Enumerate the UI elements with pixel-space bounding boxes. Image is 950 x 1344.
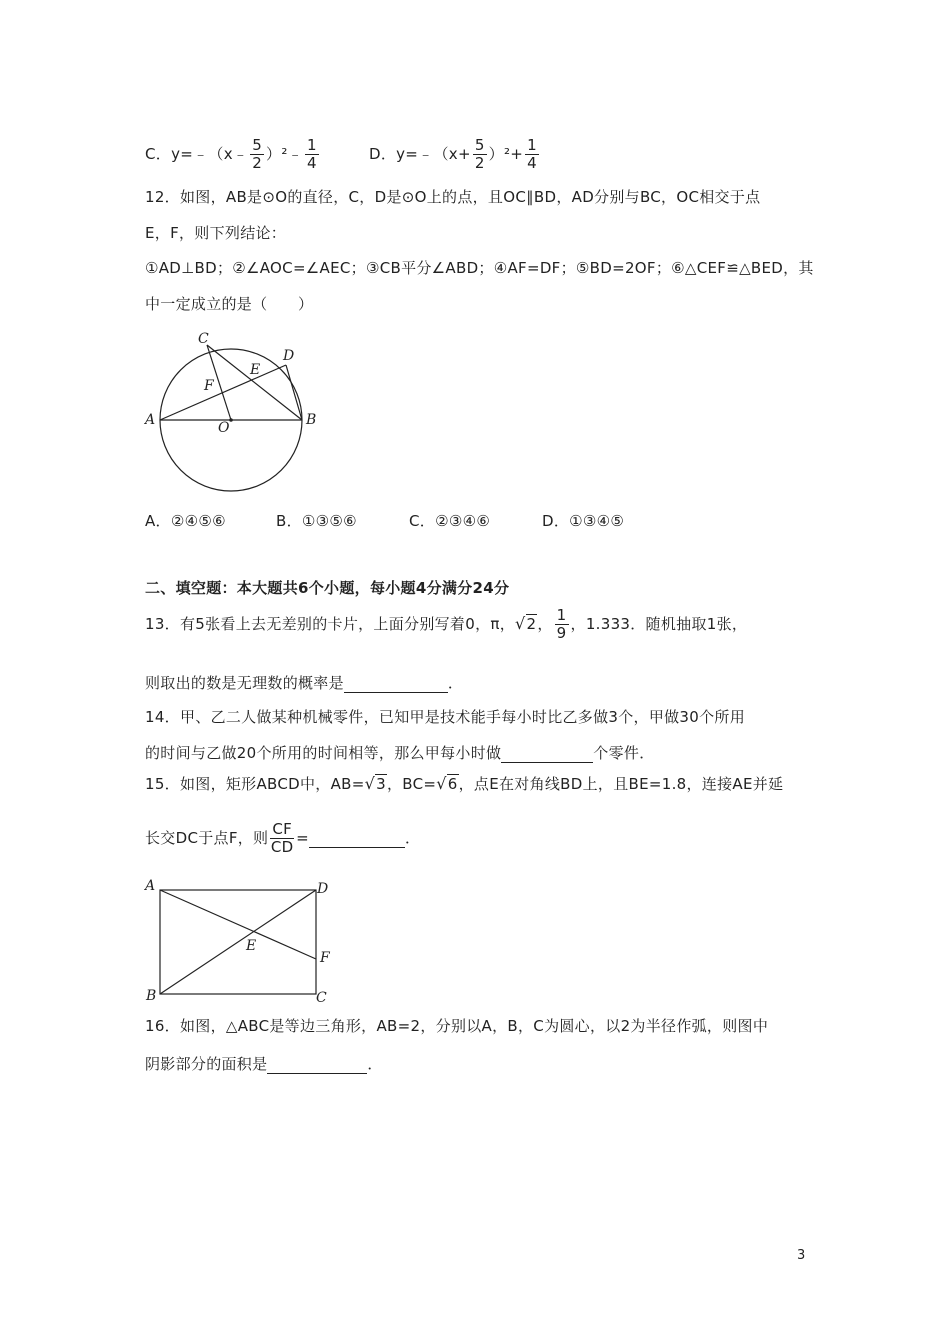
fig12-label-f: F: [204, 378, 214, 394]
q11-d-label: D．y=﹣（x+: [368, 145, 471, 163]
fig12-label-c: C: [198, 331, 209, 347]
q12-option-d: D．①③④⑤: [542, 512, 625, 530]
q12-circle-figure: [140, 328, 320, 493]
q11-option-c: [145, 138, 541, 171]
q15-line-2: 长交DC于点F，则 $\frac{CF}{CD}$ = ．: [145, 820, 421, 856]
q11-c-mid: ）²﹣: [266, 145, 303, 163]
fig12-label-e: E: [250, 362, 261, 378]
fig15-label-b: B: [146, 988, 157, 1004]
q13-answer-blank[interactable]: [344, 674, 448, 693]
q15-rectangle-figure: [140, 876, 340, 1006]
q11-c-label: C．y=﹣（x﹣: [145, 145, 249, 163]
fig15-label-d: D: [317, 881, 329, 897]
fig12-label-o: O: [218, 420, 230, 436]
q11-c-fraction-2: $\frac{1}{4}$: [306, 136, 317, 172]
q12-line-3: ①AD⊥BD；②∠AOC=∠AEC；③CB平分∠ABD；④AF=DF；⑤BD=2OF；⑥△CEF≌△BED，其: [145, 259, 814, 277]
q12-line-4: 中一定成立的是（ ）: [145, 295, 314, 313]
q15-line-1: 15．如图，矩形ABCD中，AB=√3，BC=√6，点E在对角线BD上，且BE=1.8，连接AE并延: [145, 774, 784, 793]
q11-d-fraction-1: $\frac{5}{2}$: [474, 136, 485, 172]
q13-line-2: 则取出的数是无理数的概率是 ．: [145, 674, 464, 692]
q12-option-a: A．②④⑤⑥: [145, 512, 226, 530]
q12-line-2: E，F，则下列结论：: [145, 224, 287, 242]
fig12-label-a: A: [145, 412, 156, 428]
fig12-label-d: D: [283, 348, 295, 364]
q14-line-1: 14．甲、乙二人做某种机械零件，已知甲是技术能手每小时比乙多做3个，甲做30个所用: [145, 708, 746, 726]
q12-options: [145, 510, 624, 531]
q15-sqrt-bc: √6: [436, 774, 458, 793]
q16-line-1: 16．如图，△ABC是等边三角形，AB=2，分别以A，B，C为圆心，以2为半径作弧，则图中: [145, 1017, 769, 1035]
q12-option-c: C．②③④⑥: [409, 512, 491, 530]
q11-c-fraction-1: $\frac{5}{2}$: [252, 136, 263, 172]
q13-line-1: 13．有5张看上去无差别的卡片，上面分别写着0，π，√2， $\frac{1}{9}$ ，1.333．随机抽取1张，: [145, 606, 748, 642]
fig15-label-c: C: [316, 990, 327, 1006]
fig15-label-e: E: [246, 938, 257, 954]
q16-line-2: 阴影部分的面积是 ．: [145, 1055, 383, 1073]
q14-line-2: 的时间与乙做20个所用的时间相等，那么甲每小时做 个零件．: [145, 744, 655, 762]
q16-answer-blank[interactable]: [267, 1055, 367, 1074]
q15-fraction: $\frac{CF}{CD}$: [270, 820, 294, 856]
q13-fraction: $\frac{1}{9}$: [556, 606, 567, 642]
fig12-label-b: B: [306, 412, 317, 428]
q11-d-mid: ）²+: [488, 145, 524, 163]
page-number: 3: [797, 1248, 806, 1263]
q15-sqrt-ab: √3: [364, 774, 386, 793]
q11-d-fraction-2: $\frac{1}{4}$: [527, 136, 537, 172]
q13-sqrt: √2: [515, 614, 537, 633]
section-2-heading: 二、填空题：本大题共6个小题，每小题4分满分24分: [145, 579, 510, 597]
q12-option-b: B．①③⑤⑥: [276, 512, 357, 530]
q15-answer-blank[interactable]: [309, 829, 405, 848]
fig15-label-a: A: [145, 878, 156, 894]
q12-line-1: 12．如图，AB是⊙O的直径，C，D是⊙O上的点，且OC∥BD，AD分别与BC，OC相交于点: [145, 188, 761, 206]
fig15-label-f: F: [320, 950, 330, 966]
q14-answer-blank[interactable]: [501, 744, 593, 763]
